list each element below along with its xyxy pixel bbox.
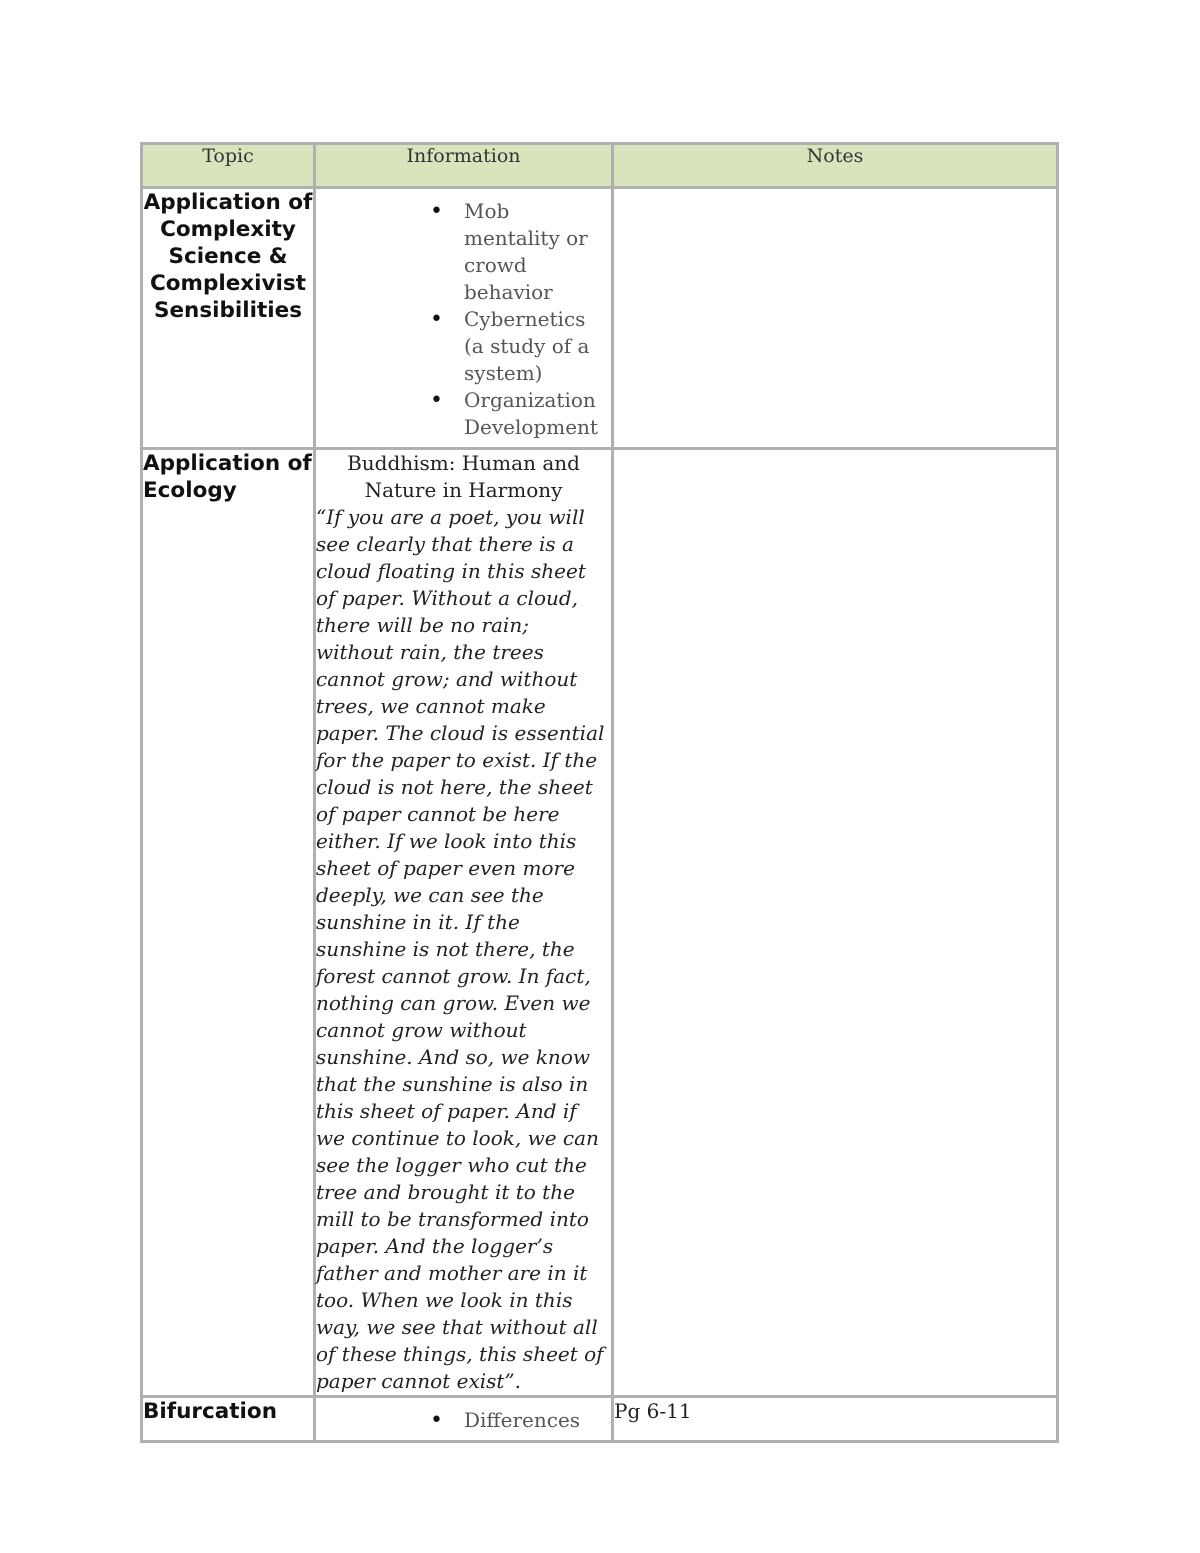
bullet-list	[316, 189, 611, 447]
information-cell	[315, 449, 613, 1397]
notes-cell: Pg 6-11	[613, 1397, 1058, 1442]
bullet-text: Mob mentality or crowd behavior	[464, 199, 588, 304]
notes-cell	[613, 188, 1058, 449]
bullet-list	[316, 1398, 611, 1440]
list-item	[316, 198, 605, 306]
notes-table	[140, 142, 1059, 1443]
header-notes: Notes	[613, 144, 1058, 188]
bullet-dot-icon: •	[430, 1408, 443, 1433]
information-cell	[315, 188, 613, 449]
list-item	[316, 306, 605, 387]
bullet-dot-icon: •	[430, 307, 443, 332]
bullet-text: Cybernetics (a study of a system)	[464, 307, 590, 385]
header-row	[142, 144, 1058, 188]
topic-cell: Application of Ecology	[142, 449, 315, 1397]
table-row	[142, 1397, 1058, 1442]
table-row	[142, 449, 1058, 1397]
notes-cell	[613, 449, 1058, 1397]
information-cell	[315, 1397, 613, 1442]
bullet-text: Organization Development	[464, 388, 598, 439]
topic-cell: Application of Complexity Science & Complexivist Sensibilities	[142, 188, 315, 449]
topic-cell: Bifurcation	[142, 1397, 315, 1442]
bullet-dot-icon: •	[430, 388, 443, 413]
table-row	[142, 188, 1058, 449]
bullet-dot-icon: •	[430, 199, 443, 224]
header-information: Information	[315, 144, 613, 188]
quote-heading: Buddhism: Human and Nature in Harmony	[347, 451, 580, 502]
list-item	[316, 387, 605, 441]
list-item	[316, 1407, 605, 1434]
header-topic: Topic	[142, 144, 315, 188]
quote-text: “If you are a poet, you will see clearly that there is a cloud floating in this sheet of paper. Without a cloud, there will be no rain; without rain, the trees cannot grow; and without trees, we cannot make paper. The cloud is essential for the paper to exist. If the cloud is not here, the sheet of paper cannot be here either. If we look into this sheet of paper even more deeply, we can see the sunshine in it. If the sunshine is not there, the forest cannot grow. In fact, nothing can grow. Even we cannot grow without sunshine. And so, we know that the sunshine is also in this sheet of paper. And if we continue to look, we can see the logger who cut the tree and brought it to the mill to be transformed into paper. And the logger’s father and mother are in it too. When we look in this way, we see that without all of these things, this sheet of paper cannot exist”.	[316, 505, 605, 1393]
bullet-text: Differences	[464, 1408, 581, 1432]
